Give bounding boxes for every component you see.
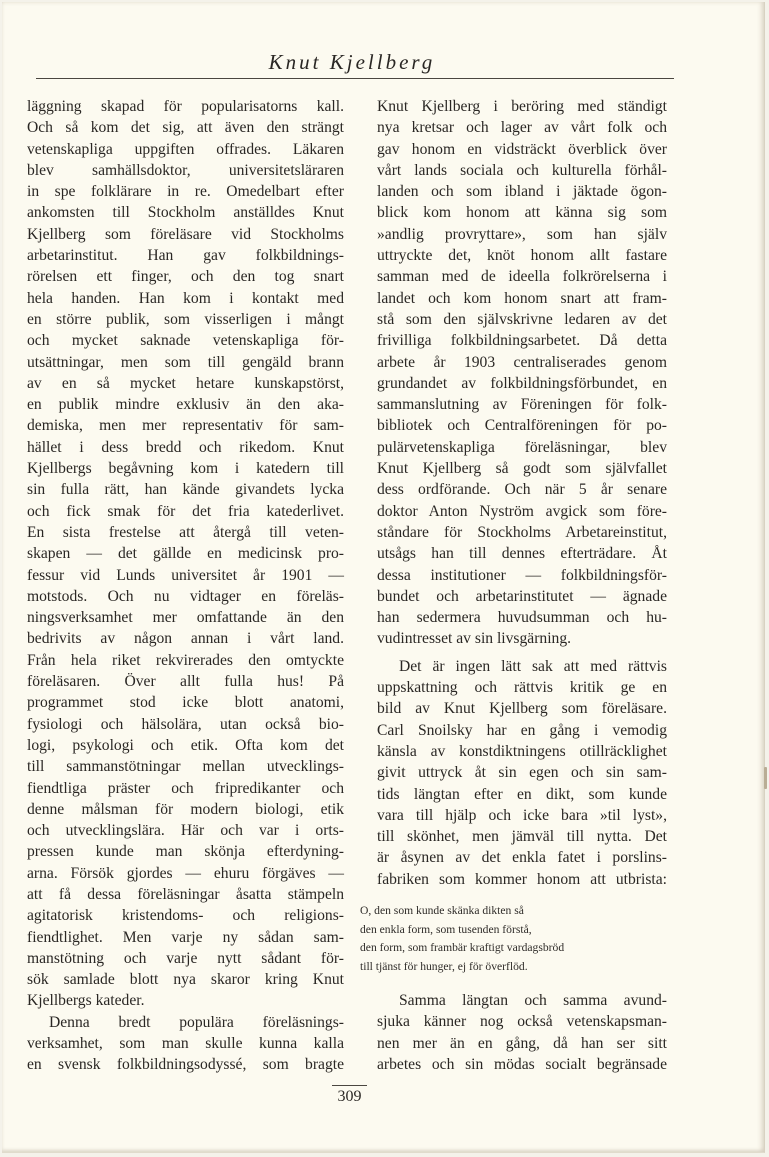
text-line: arna. Försök gjordes — ehuru förgäves —	[27, 864, 344, 882]
text-line: Samma längtan och samma avund-	[399, 992, 667, 1009]
text-line: pressen kunde man skönja efterdyning-	[27, 843, 344, 861]
text-line: Carl Snoilsky har en gång i vemodig	[377, 721, 667, 739]
text-line: läggning skapad för popularisatorns kall.	[27, 98, 344, 115]
text-line: fabriken som kommer honom att utbrista:	[377, 870, 667, 888]
text-line: en publik mindre exklusiv än den aka-	[27, 396, 344, 414]
text-line: bedrivits av någon annan i vårt land.	[27, 630, 344, 648]
text-line: stå som den självskrivne ledaren av det	[377, 310, 667, 328]
text-line: bibliotek och Centralföreningen för po-	[377, 417, 667, 435]
text-line: »andlig provryttare», som han själv	[377, 225, 667, 243]
text-line: nen mer än en gång, då han ser sitt	[377, 1034, 667, 1052]
text-line: vara till hjälp och icke bara »til lyst»,	[377, 806, 667, 824]
text-line: rörelsen ett finger, och den tog snart	[27, 268, 344, 286]
text-line: fysiologi och hälsolära, utan också bio-	[27, 715, 344, 733]
text-line: ningsverksamhet mer omfattande än den	[27, 609, 344, 627]
text-line: denne målsman för modern biologi, etik	[27, 800, 344, 818]
text-line: fiendtliga präster och fripredikanter och	[27, 779, 344, 797]
text-line: blev samhällsdoktor, universitetsläraren	[27, 161, 344, 179]
text-line: fiendtlighet. Men varje ny sådan sam-	[27, 928, 344, 946]
text-line: logi, psykologi och etik. Ofta kom det	[27, 736, 344, 754]
running-title: Knut Kjellberg	[268, 50, 436, 74]
text-line: uttryckte det, knöt honom allt fastare	[377, 247, 667, 265]
text-line: att få dessa föreläsningar åsatta stämpeln	[27, 885, 344, 903]
verse-line: O, den som kunde skänka dikten så	[360, 904, 524, 917]
text-line: sjuka känner nog också vetenskapsman-	[377, 1013, 667, 1031]
text-line: och utvecklingslära. Här och var i orts-	[27, 822, 344, 840]
text-line: Knut Kjellberg så godt som självfallet	[377, 460, 667, 478]
text-line: arbetes och sin mödas socialt begränsade	[377, 1055, 667, 1073]
text-line: föreläsaren. Över allt fulla hus! På	[27, 673, 344, 691]
text-line: Och så kom det sig, att även den strängt	[27, 119, 344, 137]
text-line: känsla av konstdiktningens otillräcklighet	[377, 742, 667, 760]
text-line: är åsynen av det enkla fatet i porslins-	[377, 849, 667, 867]
text-line: demiska, men mer representativ för sam-	[27, 417, 344, 435]
text-line: en större publik, som visserligen i mångt	[27, 310, 344, 328]
text-line: ståndare för Stockholms Arbetareinstitut,	[377, 523, 667, 541]
text-line: programmet stod icke blott anatomi,	[27, 694, 344, 712]
right-paragraph-2	[377, 656, 667, 890]
text-line: hela handen. Han kom i kontakt med	[27, 289, 344, 307]
text-line: och mycket saknade vetenskapliga för-	[27, 332, 344, 350]
text-line: utsättningar, men som till gengäld brann	[27, 353, 344, 371]
text-line: sammanslutning av Föreningen för folk-	[377, 396, 667, 414]
text-line: dessa institutioner — folkbildningsför-	[377, 566, 667, 584]
text-line: frivilliga folkbildningsarbetet. Då detta	[377, 332, 667, 350]
text-line: gav honom en vidsträckt överblick över	[377, 140, 667, 158]
text-line: motstods. Och nu vidtager en föreläs-	[27, 587, 344, 605]
text-line: hället i dess bredd och rikedom. Knut	[27, 438, 344, 456]
book-page	[2, 2, 765, 1153]
left-column	[27, 96, 344, 1076]
text-line: vetenskapliga uppgiften offrades. Läkaren	[27, 140, 344, 158]
right-paragraph-3	[377, 990, 667, 1075]
text-line: skapen — det gällde en medicinsk pro-	[27, 545, 344, 563]
folio-rule	[332, 1085, 367, 1086]
text-line: utsågs han till dennes efterträdare. Åt	[377, 545, 667, 563]
text-line: ankomsten till Stockholm anställdes Knut	[27, 204, 344, 222]
right-paragraph-1	[377, 96, 667, 650]
verse-line: den enkla form, som tusenden förstå,	[360, 922, 532, 936]
page-edge-mark	[764, 767, 767, 789]
left-paragraph-2	[27, 1012, 344, 1076]
text-line: verksamhet, som man skulle kunna kalla	[27, 1035, 344, 1053]
text-line: samman med de ideella folkrörelserna i	[377, 268, 667, 286]
text-line: sin fulla rätt, han kände givandets lycka	[27, 481, 344, 499]
text-line: agitatorisk kristendoms- och religions-	[27, 907, 344, 925]
header-rule	[36, 78, 674, 79]
text-line: blick kom honom att känna sig som	[377, 204, 667, 222]
verse-line: den form, som frambär kraftigt vardagsbröd	[360, 941, 565, 955]
text-line: fessur vid Lunds universitet år 1901 —	[27, 566, 344, 584]
text-line: arbete år 1903 centraliserades genom	[377, 353, 667, 371]
verse-line: till tjänst för hunger, ej för överflöd.	[360, 959, 528, 973]
text-line: in spe folklärare in re. Omedelbart efter	[27, 183, 344, 201]
text-line: av en så mycket hetare kunskapstörst,	[27, 374, 344, 392]
text-line: tids längtan efter en dikt, som kunde	[377, 785, 667, 803]
text-line: till skönhet, men jämväl till nytta. Det	[377, 828, 667, 846]
text-line: Från hela riket rekvirerades den omtyckte	[27, 651, 344, 669]
text-line: vårt lands sociala och kulturella förhål-	[377, 161, 667, 179]
text-line: Knut Kjellberg i beröring med ständigt	[377, 98, 667, 115]
text-line: manstötning och varje nytt sådant för-	[27, 949, 344, 967]
text-line: nya kretsar och lager av vårt folk och	[377, 119, 667, 137]
right-column	[377, 96, 667, 890]
text-line: arbetarinstitut. Han gav folkbildnings-	[27, 247, 344, 265]
text-line: dess ordförande. Och när 5 år senare	[377, 481, 667, 499]
text-line: pulärvetenskapliga föreläsningar, blev	[377, 438, 667, 456]
text-line: landet och kom honom snart att fram-	[377, 289, 667, 307]
text-line: han sedermera huvudsumman och hu-	[377, 609, 667, 627]
page-number: 309	[337, 1088, 362, 1105]
text-line: en svensk folkbildningsodyssé, som bragte	[27, 1056, 344, 1074]
text-line: och fick smak för det fria katederlivet.	[27, 502, 344, 520]
text-line: En sista frestelse att återgå till veten-	[27, 523, 344, 541]
text-line: grundandet av folkbildningsförbundet, en	[377, 374, 667, 392]
text-line: Kjellberg som föreläsare vid Stockholms	[27, 225, 344, 243]
text-line: bundet och arbetarinstitutet — ägnade	[377, 587, 667, 605]
text-line: till sammanstötningar mellan utvecklings-	[27, 758, 344, 776]
text-line: sök samlade blott nya skaror kring Knut	[27, 971, 344, 989]
text-line: uppskattning och rättvis kritik ge en	[377, 679, 667, 697]
text-line: Denna bredt populära föreläsnings-	[49, 1013, 344, 1031]
text-line: bild av Knut Kjellberg som föreläsare.	[377, 700, 667, 718]
verse-quote	[360, 902, 660, 976]
text-line: givit uttryck åt sin egen och sin sam-	[377, 764, 667, 782]
text-line: Kjellbergs begåvning kom i katedern till	[27, 460, 344, 478]
text-line: Kjellbergs kateder.	[27, 992, 145, 1010]
text-line: vudintresset av sin livsgärning.	[377, 630, 572, 648]
left-paragraph-1	[27, 96, 344, 1012]
text-line: landen och som ibland i jäktade ögon-	[377, 183, 667, 201]
text-line: Det är ingen lätt sak att med rättvis	[399, 657, 667, 675]
text-line: doktor Anton Nyström avgick som före-	[377, 502, 667, 520]
